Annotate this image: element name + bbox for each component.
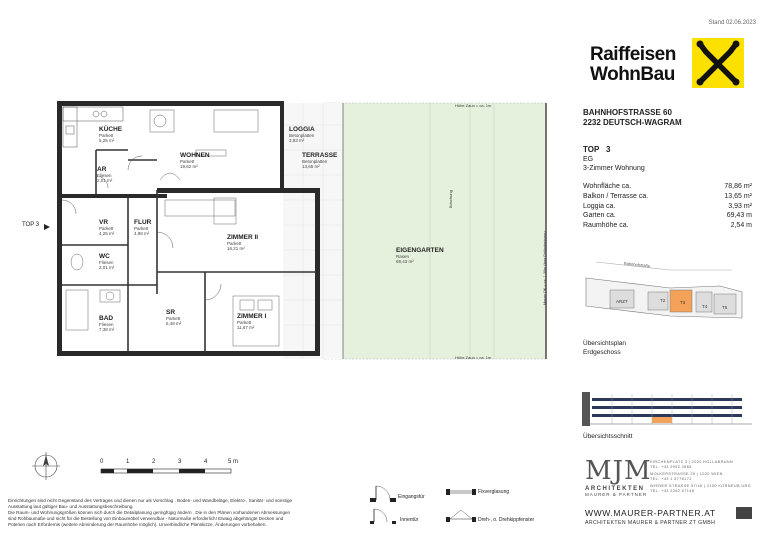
legend-entrance-icon — [370, 484, 396, 502]
scale-tick: 1 — [126, 459, 130, 465]
unit-floor: EG — [583, 156, 594, 163]
boeschung-label: Böschung — [448, 190, 453, 208]
legend-turn-label: Dreh-, o. Drehkippfenster — [478, 517, 535, 523]
room-vr: VR Parkett 4,25 m² — [99, 219, 115, 236]
architect-address: KIRCHENPLATZ 3 | 2020 HOLLABRUNN TEL. +43 2952 3565 MOLKERSTRASSE 25 | 1020 WIEN TEL. +43 1 3778172 WIENER STRASSE 57/46 | 2100 KORNEUB URG TEL. +43 2262 67148 — [650, 460, 751, 493]
garden-area — [343, 103, 546, 359]
scale-bar — [100, 468, 245, 476]
spec-row: Garten ca. 69,43 m — [583, 212, 752, 220]
scale-tick: 5 m — [228, 459, 239, 465]
overview-unit-t3: T3 — [680, 300, 686, 305]
unit-top: TOP 3 — [583, 145, 611, 154]
room-terrasse: TERRASSE Betonplatten 13,65 m² — [302, 152, 338, 169]
giebelkreuz-icon — [692, 38, 744, 88]
address-line2: 2232 DEUTSCH-WAGRAM — [583, 118, 682, 127]
spec-table — [583, 183, 752, 232]
overview-station: Bahnhofstraße — [623, 260, 651, 269]
architect-logo: MJM ARCHITEKTEN MAURER & PARTNER — [585, 456, 652, 497]
overview-unit-t2: T2 — [660, 298, 666, 303]
overview-plan — [582, 258, 752, 338]
spec-row: Balkon / Terrasse ca. 13,65 m² — [583, 192, 752, 200]
architect-firm: ARCHITEKTEN MAURER & PARTNER ZT GMBH — [585, 520, 716, 526]
section-highlight — [652, 417, 672, 423]
room-ar: AR Fliesen 2,01 m² — [97, 166, 113, 183]
scale-tick: 3 — [178, 459, 182, 465]
austria-flag-icon — [736, 507, 752, 519]
stand-date: Stand 02.06.2023 — [708, 20, 756, 26]
room-wohnen: WOHNEN Parkett 19,62 m² — [180, 152, 210, 169]
north-arrow-icon — [30, 452, 62, 480]
spec-row: Raumhöhe ca. 2,54 m — [583, 222, 752, 230]
unit-type: 3-Zimmer Wohnung — [583, 165, 645, 172]
overview-unit-t5: T5 — [722, 305, 728, 310]
zaun-top-label: Höhe Zaun = ca. 1m — [455, 103, 492, 108]
address-line1: BAHNHOFSTRASSE 60 — [583, 108, 672, 117]
legend-interior-icon — [370, 506, 396, 524]
legend-turn-icon — [446, 508, 476, 522]
top3-marker: TOP 3 — [22, 222, 40, 228]
spec-row: Loggia ca. 3,93 m² — [583, 202, 752, 210]
overview-unit-t4: T4 — [702, 304, 708, 309]
room-flur: FLUR Parkett 4,98 m² — [134, 219, 152, 236]
room-kueche: KÜCHE Parkett 5,25 m² — [99, 126, 123, 143]
architect-url: WWW.MAURER-PARTNER.AT — [585, 508, 716, 518]
overview-plan-label: Übersichtsplan — [583, 340, 626, 347]
spec-row: Wohnfläche ca. 78,86 m² — [583, 183, 752, 190]
legend-interior-label: Innentür — [400, 517, 419, 523]
scale-tick: 0 — [100, 459, 104, 465]
legend-fixed-label: Fixverglasung — [478, 489, 510, 495]
room-zimmer1: ZIMMER I Parkett 11,67 m² — [237, 313, 267, 330]
legend-entrance-label: Eingangstür — [398, 494, 425, 500]
overview-plan-sublabel: Erdgeschoss — [583, 349, 621, 356]
raiffeisen-logo: Raiffeisen WohnBau — [586, 38, 756, 94]
scale-tick: 4 — [204, 459, 208, 465]
scale-tick: 2 — [152, 459, 156, 465]
mauer-label: Mauer OK = ca. 1,30m über Geländeniveau — [543, 231, 547, 305]
zaun-bottom-label: Höhe Zaun = ca. 1m — [455, 355, 492, 360]
room-wc: WC Fliesen 2,01 m² — [99, 253, 115, 270]
top3-arrow-icon — [44, 224, 50, 230]
section-label: Übersichtsschnitt — [583, 433, 633, 440]
disclaimer: Einrichtungen sind nicht Gegenstand des Vertrages und dienen nur als Vorschlag . Boden- und Wandbeläge, Elektro-, Sanitär- und sonstige Ausstattung laut gültiger Bau- und Ausstattungsbeschreibung. Die Raum- und Wohnungsgrößen können sich durch die Detailplanung geringfügig ändern . Die in den Plänen vorhandenen Abmessungen sind Rohbaumaße und nicht für die Bestellung von Einbaumöbel verwendbar - Naturmaße erforderlich! Etwaig abgehängte Decken und Poterien nach Erfordernis (weitere Abminderung der Raumhöhe möglich). Unverbindliche Planskizze, Änderungen vorbehalten. — [8, 498, 293, 527]
room-eigengarten: EIGENGARTEN Rasen 69,43 m² — [396, 247, 444, 264]
room-zimmer2: ZIMMER II Parkett 16,21 m² — [227, 234, 259, 251]
room-loggia: LOGGIA Betonplatten 3,93 m² — [289, 126, 315, 143]
legend-fixed-icon — [446, 488, 476, 496]
section-overview — [582, 384, 752, 430]
room-bad: BAD Fliesen 7,38 m² — [99, 315, 115, 332]
overview-unit-arzt: ARZT — [616, 299, 628, 304]
room-sr: SR Parkett 5,48 m² — [166, 309, 182, 326]
